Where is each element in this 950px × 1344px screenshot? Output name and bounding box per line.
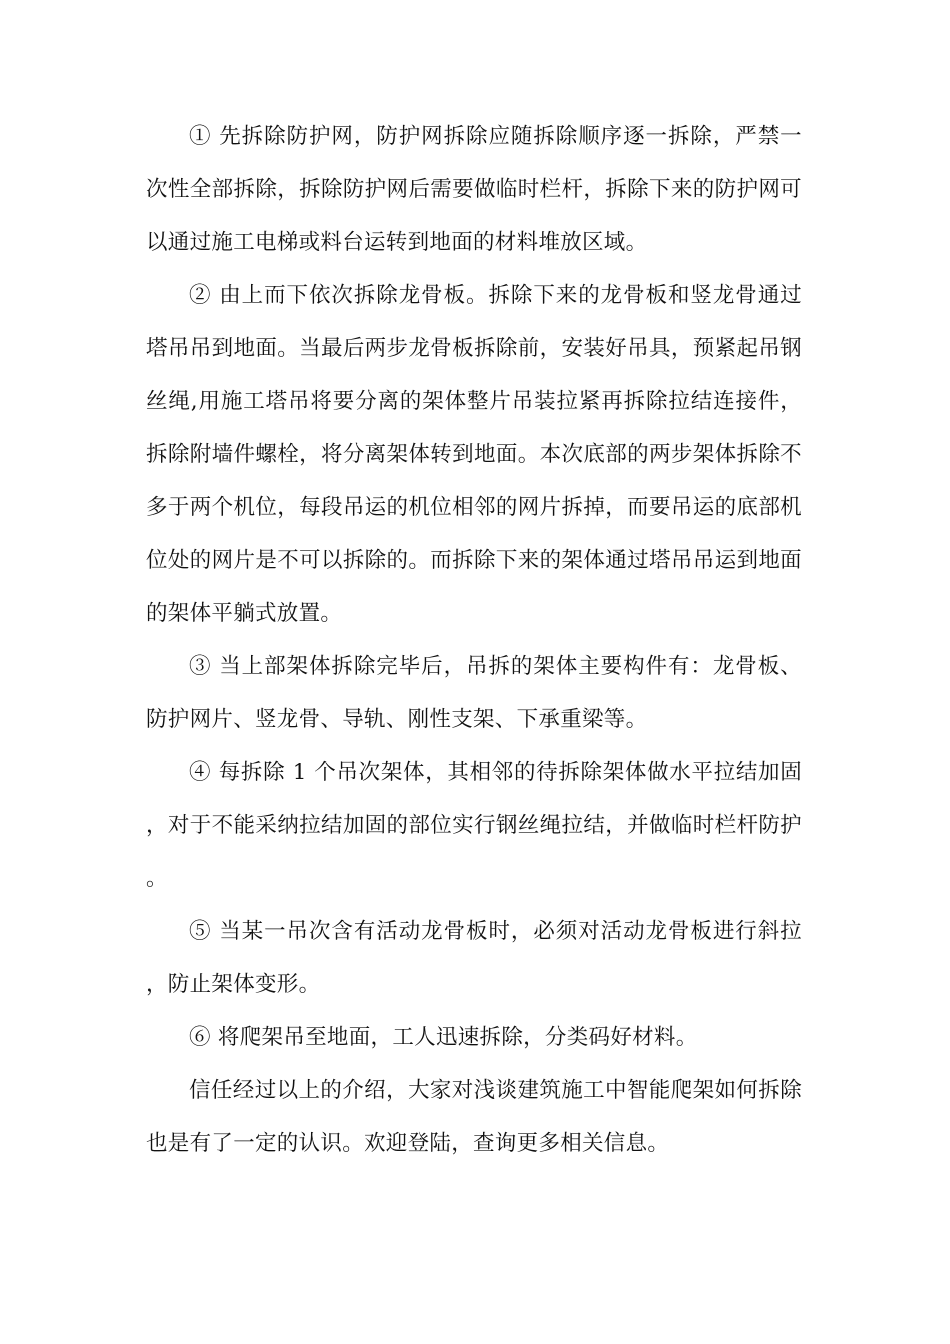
paragraph-step-4: ④ 每拆除 1 个吊次架体，其相邻的待拆除架体做水平拉结加固，对于不能采纳拉结加固的部位实行钢丝绳拉结，并做临时栏杆防护。 [146,760,802,891]
paragraph-step-3: ③ 当上部架体拆除完毕后，吊拆的架体主要构件有：龙骨板、防护网片、竖龙骨、导轨、刚性支架、下承重梁等。 [146,654,802,732]
paragraph-conclusion: 信任经过以上的介绍，大家对浅谈建筑施工中智能爬架如何拆除也是有了一定的认识。欢迎登陆，查询更多相关信息。 [146,1078,802,1156]
document-body [146,110,802,1170]
paragraph-step-6: ⑥ 将爬架吊至地面，工人迅速拆除，分类码好材料。 [189,1025,698,1050]
paragraph-step-2: ② 由上而下依次拆除龙骨板。拆除下来的龙骨板和竖龙骨通过塔吊吊到地面。当最后两步龙骨板拆除前，安装好吊具，预紧起吊钢丝绳,用施工塔吊将要分离的架体整片吊装拉紧再拆除拉结连接件，拆除附墙件螺栓，将分离架体转到地面。本次底部的两步架体拆除不多于两个机位，每段吊运的机位相邻的网片拆掉，而要吊运的底部机位处的网片是不可以拆除的。而拆除下来的架体通过塔吊吊运到地面的架体平躺式放置。 [146,283,802,626]
paragraph-step-5: ⑤ 当某一吊次含有活动龙骨板时，必须对活动龙骨板进行斜拉，防止架体变形。 [146,919,802,997]
paragraph-step-1: ① 先拆除防护网，防护网拆除应随拆除顺序逐一拆除，严禁一次性全部拆除，拆除防护网后需要做临时栏杆，拆除下来的防护网可以通过施工电梯或料台运转到地面的材料堆放区域。 [146,124,802,255]
